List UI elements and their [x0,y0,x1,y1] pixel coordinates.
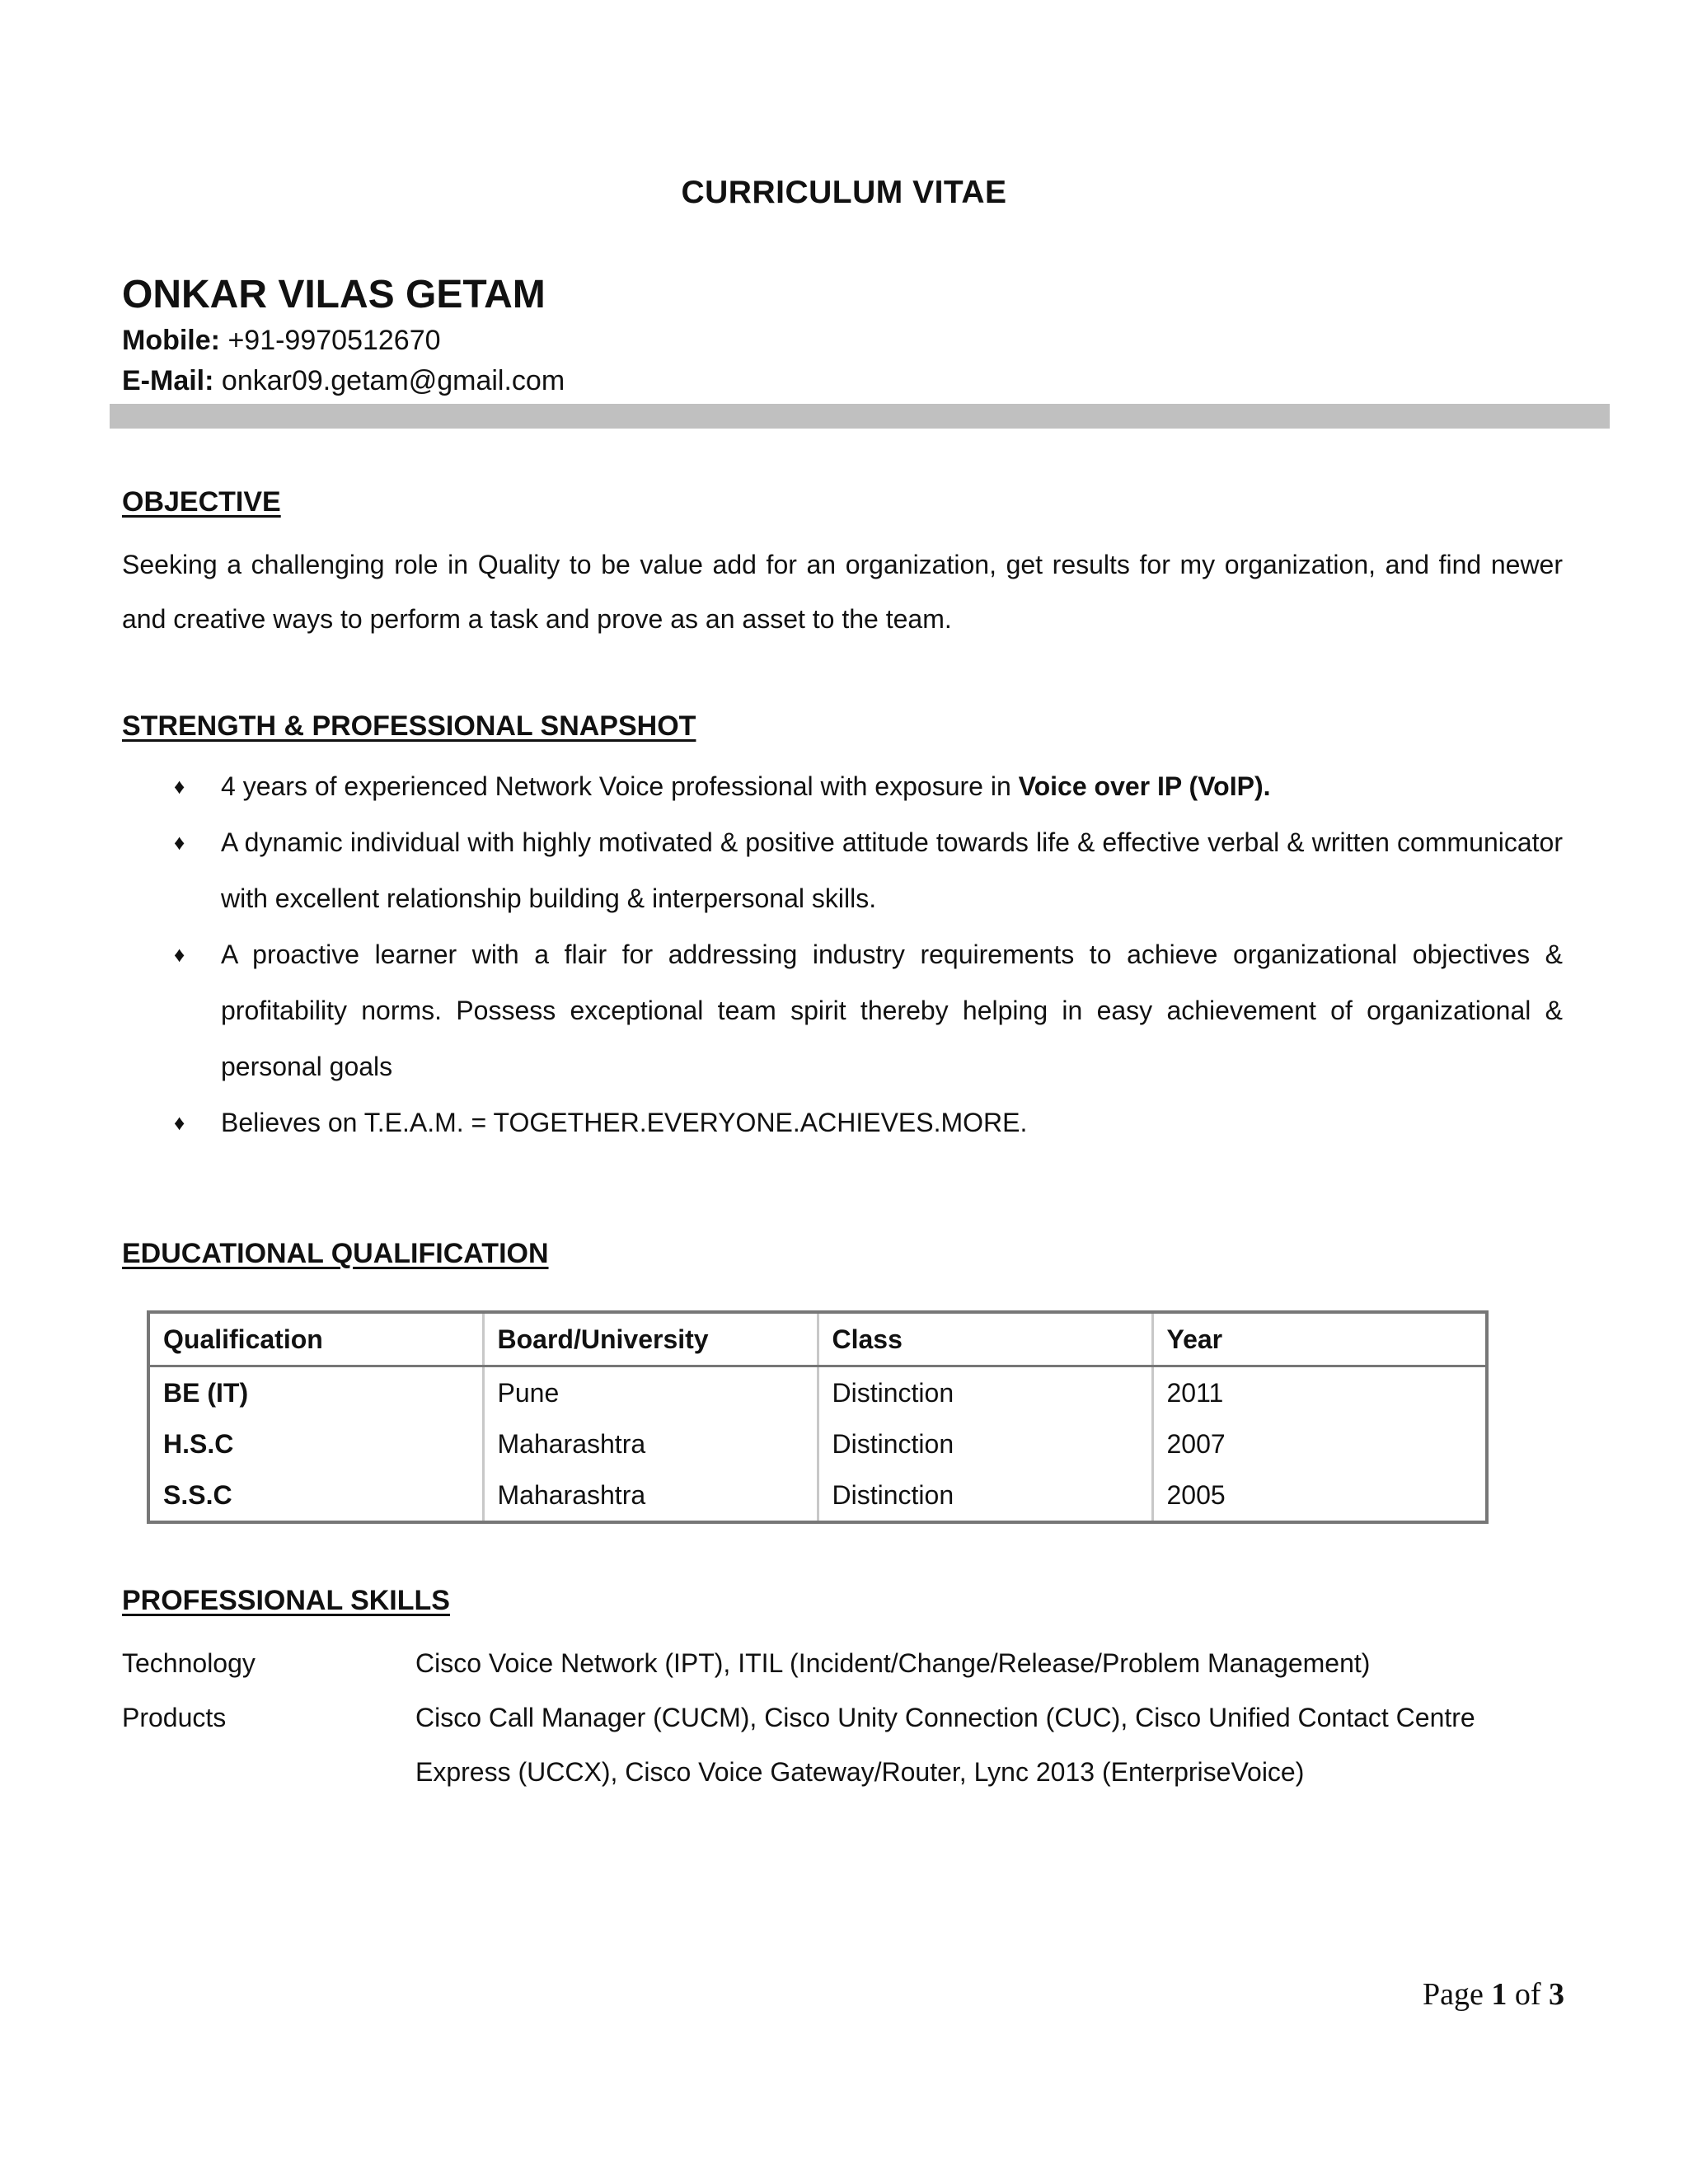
list-item [122,814,1563,926]
skill-label: Technology [122,1648,256,1678]
skill-row-products [122,1690,1573,1799]
education-heading: EDUCATIONAL QUALIFICATION [122,1238,549,1269]
current-page: 1 [1491,1977,1507,2012]
list-item [122,758,1563,814]
table-cell: Distinction [818,1418,1152,1469]
strength-list [122,758,1563,1151]
page-word: Page [1422,1977,1484,2012]
objective-heading: OBJECTIVE [122,486,281,518]
diamond-bullet-icon: ♦ [174,942,185,967]
objective-text: Seeking a challenging role in Quality to be value add for an organization, get results for my organization, and find newer and creative ways to perform a task and prove as an asset to the team. [122,550,1563,634]
header-divider [110,404,1610,429]
diamond-bullet-icon: ♦ [174,1110,185,1135]
skill-value: Cisco Voice Network (IPT), ITIL (Incident/Change/Release/Problem Management) [415,1648,1371,1678]
table-cell: Pune [483,1366,818,1419]
table-cell: BE (IT) [163,1377,249,1408]
column-header: Year [1152,1312,1487,1366]
mobile-line [122,325,441,357]
email-label: E-Mail: [122,365,214,396]
strength-item-4-text: Believes on T.E.A.M. = TOGETHER.EVERYONE.ACHIEVES.MORE. [221,1108,1028,1137]
diamond-bullet-icon: ♦ [174,774,185,799]
list-item [122,1094,1563,1151]
table-cell: S.S.C [163,1479,232,1510]
table-cell: Maharashtra [483,1418,818,1469]
strength-item-1-bold: Voice over IP (VoIP). [1018,771,1271,801]
table-cell: Distinction [818,1366,1152,1419]
mobile-value: +91-9970512670 [227,325,441,356]
email-line [122,365,565,397]
strength-item-3-text: A proactive learner with a flair for addressing industry requirements to achieve organizational objectives & profitability norms. Possess exceptional team spirit thereby helping in easy achievement of organizational & personal goals [221,940,1563,1081]
education-table [147,1310,1489,1524]
of-word: of [1514,1977,1541,2012]
candidate-name: ONKAR VILAS GETAM [122,273,546,316]
column-header: Class [818,1312,1152,1366]
table-cell: Distinction [818,1469,1152,1522]
table-row [148,1366,1487,1419]
skill-value: Cisco Call Manager (CUCM), Cisco Unity Connection (CUC), Cisco Unified Contact Centre Express (UCCX), Cisco Voice Gateway/Router, Lync 2013 (EnterpriseVoice) [415,1703,1475,1787]
skills-heading: PROFESSIONAL SKILLS [122,1585,450,1616]
column-header: Board/University [483,1312,818,1366]
table-cell: Maharashtra [483,1469,818,1522]
table-row [148,1418,1487,1469]
table-cell: 2005 [1152,1469,1487,1522]
total-pages: 3 [1549,1977,1564,2012]
table-row [148,1469,1487,1522]
document-title: CURRICULUM VITAE [681,175,1007,210]
skill-label: Products [122,1703,227,1732]
table-header-row [148,1312,1487,1366]
strength-item-1-text: 4 years of experienced Network Voice professional with exposure in [221,771,1019,801]
page-number [1423,1976,1564,2013]
skill-row-technology [122,1636,1573,1690]
mobile-label: Mobile: [122,325,220,356]
skills-block [122,1636,1573,1799]
table-cell: H.S.C [163,1428,234,1459]
diamond-bullet-icon: ♦ [174,830,185,855]
strength-heading: STRENGTH & PROFESSIONAL SNAPSHOT [122,710,696,742]
column-header: Qualification [148,1312,483,1366]
email-value: onkar09.getam@gmail.com [221,365,565,396]
table-cell: 2007 [1152,1418,1487,1469]
table-cell: 2011 [1152,1366,1487,1419]
list-item [122,926,1563,1094]
strength-item-2-text: A dynamic individual with highly motivated & positive attitude towards life & effective verbal & written communicator with excellent relationship building & interpersonal skills. [221,827,1563,913]
